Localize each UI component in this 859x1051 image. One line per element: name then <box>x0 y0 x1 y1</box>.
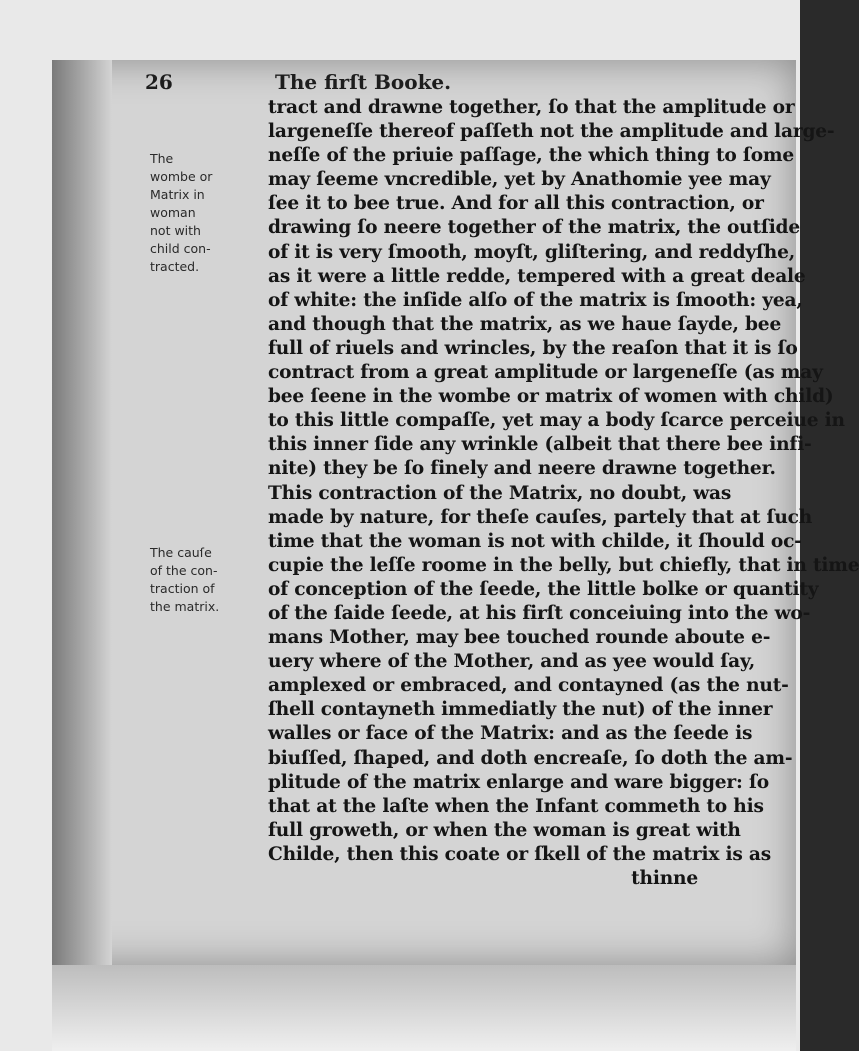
margin-note-line: traction of <box>150 581 215 596</box>
text-line: ſee it to bee true. And for all this contraction, or <box>268 193 764 215</box>
text-line: nite) they be ſo finely and neere drawne together. <box>268 458 776 480</box>
margin-note-line: the matrix. <box>150 599 220 614</box>
text-line: cupie the leſſe roome in the belly, but chiefly, that in time <box>268 554 859 576</box>
margin-note-line: of the con- <box>150 563 218 578</box>
margin-note-line: woman <box>150 205 196 220</box>
margin-note-line: not with <box>150 223 201 238</box>
page-bottom-edge <box>52 965 796 1051</box>
text-line: may ſeeme vncredible, yet by Anathomie yee may <box>268 169 771 191</box>
text-line: ſhell contayneth immediatly the nut) of the inner <box>268 699 773 721</box>
text-line: tract and drawne together, ſo that the amplitude or <box>268 97 795 118</box>
text-line: of conception of the ſeede, the little bolke or quantity <box>268 578 819 600</box>
text-line: of white: the inſide alſo of the matrix is ſmooth: yea, <box>268 289 803 311</box>
text-line: contract from a great amplitude or largeneſſe (as may <box>268 362 823 384</box>
text-line: walles or face of the Matrix: and as the ſeede is <box>268 723 753 745</box>
text-line: mans Mother, may bee touched rounde aboute e- <box>268 627 771 649</box>
margin-note-line: child con- <box>150 241 211 256</box>
text-line: plitude of the matrix enlarge and ware bigger: ſo <box>268 771 769 793</box>
text-line: made by nature, for theſe cauſes, partely that at ſuch <box>268 506 813 528</box>
text-line: to this little compaſſe, yet may a body ſcarce perceiue in <box>268 410 845 432</box>
text-line: as it were a little redde, tempered with a great deale <box>268 265 806 287</box>
margin-note-wombe <box>150 150 262 276</box>
margin-note-cause <box>150 544 262 616</box>
text-line: this inner ſide any wrinkle (albeit that there bee infi- <box>268 434 812 456</box>
text-line: that at the laſte when the Infant commeth to his <box>268 795 764 817</box>
text-line: drawing ſo neere together of the matrix, the outſide <box>268 217 800 239</box>
text-line: This contraction of the Matrix, no doubt, was <box>268 482 732 504</box>
text-line: largeneſſe thereof paſſeth not the amplitude and large- <box>268 121 835 143</box>
margin-note-line: tracted. <box>150 259 200 274</box>
margin-note-line: The cauſe <box>150 545 212 560</box>
text-line: bee ſeene in the wombe or matrix of women with child) <box>268 386 834 408</box>
body-text <box>268 96 859 891</box>
text-line: neſſe of the priuie paſſage, the which thing to ſome <box>268 145 794 167</box>
text-line: full groweth, or when the woman is great with <box>268 819 741 841</box>
running-head <box>145 68 745 98</box>
page-gutter-shadow <box>52 60 112 965</box>
text-line: and though that the matrix, as we haue ſayde, bee <box>268 313 782 335</box>
margin-note-line: The <box>150 151 174 166</box>
text-line: full of riuels and wrincles, by the reaſon that it is ſo <box>268 337 798 359</box>
text-line: of the ſaide ſeede, at his firſt conceiuing into the wo- <box>268 602 811 624</box>
text-line: uery where of the Mother, and as yee would ſay, <box>268 651 756 673</box>
text-line: time that the woman is not with childe, it ſhould oc- <box>268 530 802 552</box>
text-line: amplexed or embraced, and contayned (as the nut- <box>268 675 789 697</box>
running-title: The firſt Booke. <box>275 70 452 94</box>
text-line: Childe, then this coate or ſkell of the matrix is as <box>268 843 772 865</box>
text-line: of it is very ſmooth, moyſt, gliſtering, and reddyſhe, <box>268 241 796 263</box>
margin-note-line: Matrix in <box>150 187 205 202</box>
catchword: thinne <box>631 868 698 889</box>
page-number: 26 <box>145 70 173 94</box>
margin-note-line: wombe or <box>150 169 213 184</box>
text-line: biuſſed, ſhaped, and doth encreaſe, ſo doth the am- <box>268 747 793 769</box>
